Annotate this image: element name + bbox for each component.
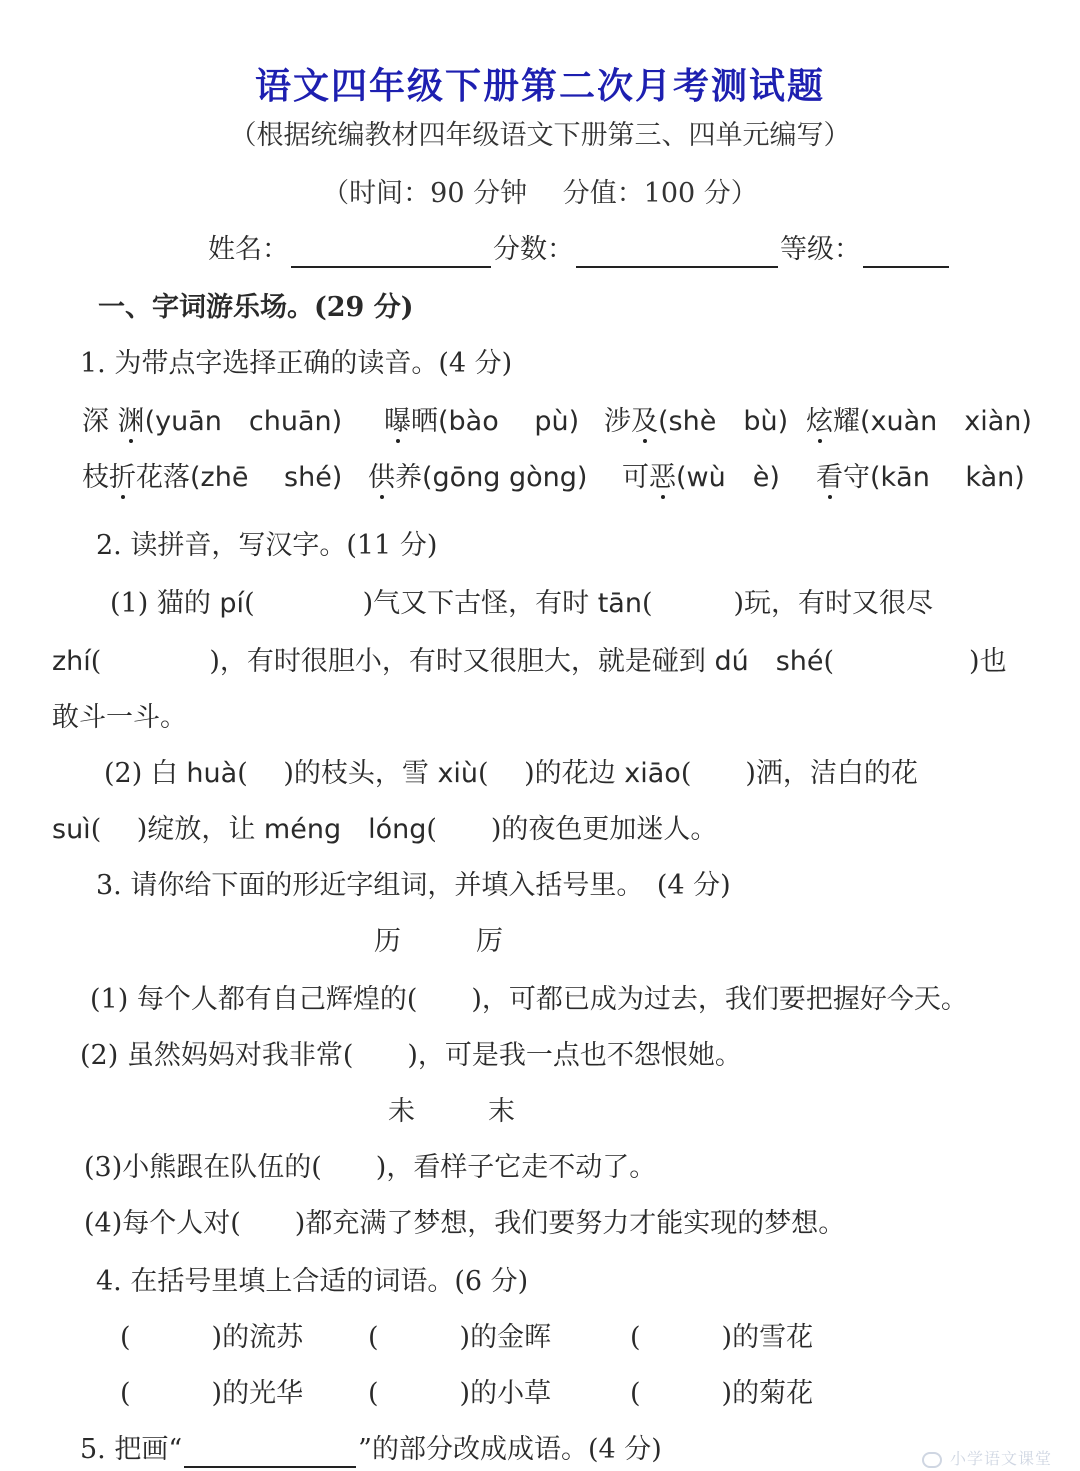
- grade-blank[interactable]: [863, 240, 949, 268]
- q2-text: ( )的枝头，雪: [237, 758, 438, 789]
- q2-text: ( )绽放，让: [90, 814, 264, 845]
- q1-dotted-char: 折: [109, 462, 136, 493]
- q2-text: (2) 白: [104, 758, 187, 789]
- grade-label: 等级：: [780, 234, 861, 265]
- q1-item: [384, 404, 579, 440]
- section-heading: 一、字词游乐场。(29 分): [98, 292, 414, 323]
- q1-item: [622, 460, 780, 496]
- similar-char: 历: [374, 926, 401, 957]
- q1-item: [604, 404, 788, 440]
- question-4-prompt: 4. 在括号里填上合适的词语。(6 分): [96, 1266, 529, 1297]
- q1-dotted-char: 炫: [806, 406, 833, 437]
- q2-pinyin: méng lóng: [263, 814, 427, 845]
- q1-pinyin-choices: (xuàn xiàn): [860, 406, 1032, 437]
- underline-mark: [184, 1440, 356, 1468]
- page-title: 语文四年级下册第二次月考测试题: [254, 65, 825, 107]
- q1-text: 涉: [604, 406, 631, 437]
- q4-fill-item: ( )的小草: [368, 1378, 552, 1409]
- q1-item: [82, 460, 342, 496]
- q1-text: 可: [622, 462, 649, 493]
- question-3-prompt: 3. 请你给下面的形近字组词，并填入括号里。 (4 分): [96, 870, 731, 901]
- q2-text: ( )洒，洁白的花: [680, 758, 918, 789]
- q2-text: ( )气又下古怪，有时: [244, 588, 598, 619]
- q1-pinyin-choices: (zhē shé): [190, 462, 343, 493]
- q4-fill-item: ( )的菊花: [630, 1378, 814, 1409]
- q3-sentence: (2) 虽然妈妈对我非常( )，可是我一点也不怨恨她。: [80, 1040, 742, 1071]
- q1-text: 晒: [411, 406, 438, 437]
- q1-pinyin-choices: (wù è): [676, 462, 780, 493]
- score-label: 分数：: [493, 234, 574, 265]
- q2-paragraph-1: [52, 644, 1007, 680]
- q1-pinyin-choices: (gōng gòng): [422, 462, 588, 493]
- q4-fill-item: ( )的流苏: [120, 1322, 304, 1353]
- q1-pinyin-choices: (kān kàn): [870, 462, 1025, 493]
- q1-dotted-char: 供: [368, 462, 395, 493]
- q4-fill-item: ( )的金晖: [368, 1322, 552, 1353]
- chat-bubble-icon: [922, 1452, 942, 1468]
- watermark: [922, 1446, 1052, 1469]
- q2-paragraph-1: 敢斗一斗。: [52, 702, 187, 733]
- q2-pinyin: xiù: [437, 758, 479, 789]
- q1-pinyin-choices: (yuān chuān): [144, 406, 343, 437]
- score-blank[interactable]: [576, 240, 778, 268]
- q2-text: ( )的花边: [478, 758, 625, 789]
- q2-text: ( )也: [823, 646, 1007, 677]
- question-2-prompt: 2. 读拼音，写汉字。(11 分): [96, 530, 438, 561]
- q3-sentence: (4)每个人对( )都充满了梦想，我们要努力才能实现的梦想。: [84, 1208, 846, 1239]
- q1-text: 深: [82, 406, 118, 437]
- similar-char: 厉: [476, 926, 503, 957]
- name-label: 姓名：: [208, 234, 289, 265]
- q1-dotted-char: 渊: [117, 406, 145, 437]
- q1-dotted-char: 恶: [649, 462, 676, 493]
- q1-pinyin-choices: (bào pù): [438, 406, 580, 437]
- q1-dotted-char: 及: [631, 406, 658, 437]
- q1-item: [806, 404, 1032, 440]
- page-subtitle: （根据统编教材四年级语文下册第三、四单元编写）: [229, 120, 851, 151]
- q2-text: ( )，有时很胆小，有时又很胆大，就是碰到: [90, 646, 715, 677]
- time-score-info: （时间：90 分钟 分值：100 分）: [322, 178, 758, 209]
- q1-text: 守: [843, 462, 870, 493]
- q1-item: [368, 460, 587, 496]
- q1-text: 花落: [136, 462, 190, 493]
- name-blank[interactable]: [291, 240, 491, 268]
- q1-text: 养: [395, 462, 422, 493]
- student-info-row: [208, 232, 951, 268]
- similar-char: 末: [488, 1096, 515, 1127]
- q5-text: ”的部分改成成语。(4 分): [358, 1434, 662, 1465]
- q2-paragraph-2: [104, 756, 918, 792]
- q5-text: 5. 把画“: [80, 1434, 183, 1465]
- q2-pinyin: huà: [186, 758, 238, 789]
- q2-pinyin: pí: [219, 588, 245, 619]
- q1-text: 耀: [833, 406, 860, 437]
- q1-item: [816, 460, 1025, 496]
- q2-pinyin: dú shé: [714, 646, 824, 677]
- q2-text: (1) 猫的: [110, 588, 220, 619]
- q2-paragraph-2: [52, 812, 717, 848]
- q1-dotted-char: 曝: [384, 406, 411, 437]
- q1-item: [82, 404, 342, 440]
- q4-fill-item: ( )的雪花: [630, 1322, 814, 1353]
- similar-char: 未: [388, 1096, 415, 1127]
- q3-sentence: (3)小熊跟在队伍的( )，看样子它走不动了。: [84, 1152, 657, 1183]
- watermark-text: 小学语文课堂: [949, 1449, 1052, 1468]
- q1-text: 枝: [82, 462, 109, 493]
- q3-sentence: (1) 每个人都有自己辉煌的( )，可都已成为过去，我们要把握好今天。: [90, 984, 968, 1015]
- q2-text: ( )玩，有时又很尽: [641, 588, 934, 619]
- q1-pinyin-choices: (shè bù): [658, 406, 789, 437]
- q2-pinyin: xiāo: [624, 758, 681, 789]
- q2-text: ( )的夜色更加迷人。: [426, 814, 718, 845]
- q2-paragraph-1: [110, 586, 933, 622]
- q2-pinyin: suì: [52, 814, 91, 845]
- question-1-prompt: 1. 为带点字选择正确的读音。(4 分): [80, 348, 513, 379]
- q2-pinyin: tān: [597, 588, 642, 619]
- q2-pinyin: zhí: [52, 646, 91, 677]
- q1-dotted-char: 看: [816, 462, 843, 493]
- q4-fill-item: ( )的光华: [120, 1378, 304, 1409]
- question-5-prompt: [80, 1432, 662, 1468]
